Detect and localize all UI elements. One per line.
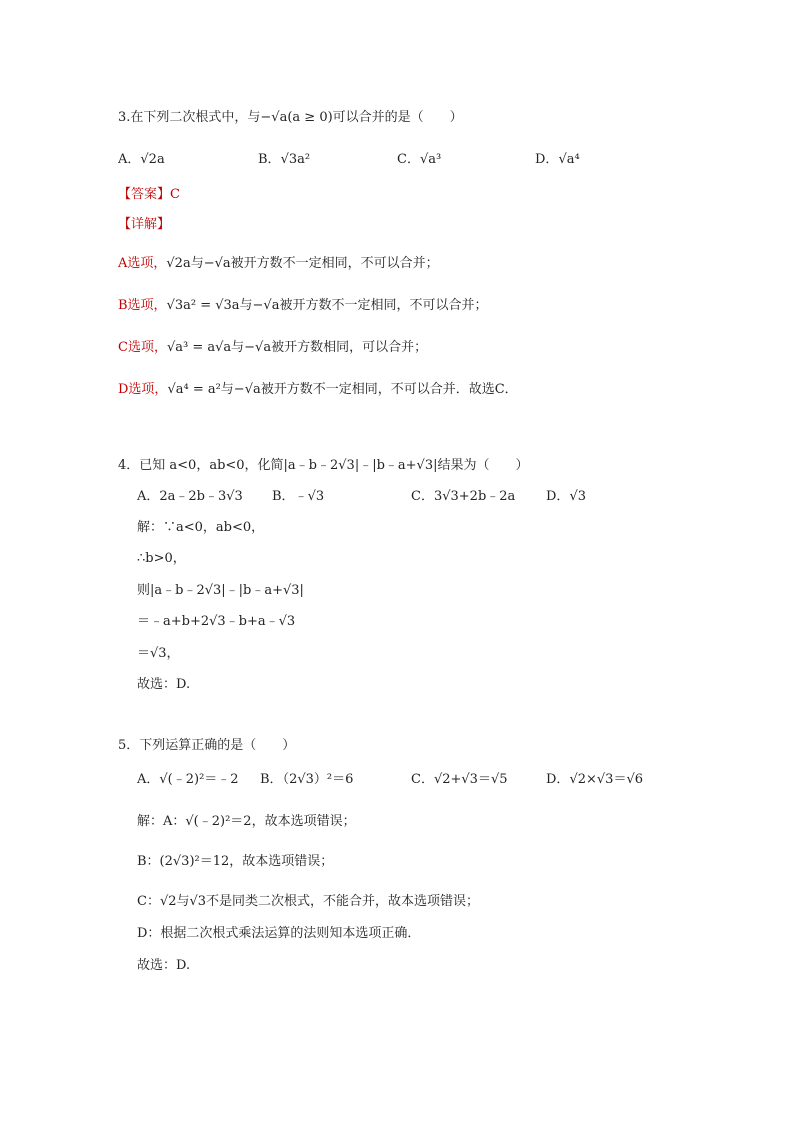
q4-solution-line-6: 故选：D. bbox=[137, 677, 191, 692]
q5-option-b: B．（2√3）²＝6 bbox=[260, 772, 354, 787]
q4-solution-line-4: ＝﹣a+b+2√3﹣b+a﹣√3 bbox=[137, 614, 296, 629]
q3-stem-expr: −√a(a ≥ 0) bbox=[260, 110, 333, 125]
q3-option-b: B．√3a² bbox=[258, 152, 311, 167]
q3-detail-c: C选项，√a³ = a√a与−√a被开方数相同，可以合并； bbox=[118, 340, 428, 355]
q3-answer bbox=[118, 185, 180, 205]
q5-solution-line-4: D：根据二次根式乘法运算的法则知本选项正确． bbox=[137, 926, 421, 941]
q3-option-c: C．√a³ bbox=[397, 152, 442, 167]
q4-solution-line-3: 则|a﹣b﹣2√3|﹣|b﹣a+√3| bbox=[137, 583, 304, 598]
q3-option-a: A．√2a bbox=[118, 152, 165, 167]
q5-solution-line-5: 故选：D. bbox=[137, 958, 191, 973]
q4-stem: 4．已知 a<0，ab<0，化简|a﹣b﹣2√3|﹣|b﹣a+√3|结果为（ ） bbox=[118, 458, 529, 473]
q5-solution-line-3: C：√2与√3不是同类二次根式，不能合并，故本选项错误； bbox=[137, 894, 480, 909]
q3-detail-a: A选项，√2a与−√a被开方数不一定相同，不可以合并； bbox=[118, 256, 439, 271]
q5-option-a: A．√(﹣2)²＝﹣2 bbox=[137, 772, 239, 787]
q5-solution-line-1: 解：A：√(﹣2)²＝2，故本选项错误； bbox=[137, 814, 356, 829]
q3-detail-b: B选项，√3a² = √3a与−√a被开方数不一定相同，不可以合并； bbox=[118, 298, 488, 313]
q3-stem: 3.在下列二次根式中，与−√a(a ≥ 0)可以合并的是（ ） bbox=[118, 110, 463, 125]
q4-option-c: C．3√3+2b﹣2a bbox=[411, 489, 516, 504]
q3-detail-label: 【详解】 bbox=[118, 217, 171, 232]
q5-option-c: C．√2+√3＝√5 bbox=[411, 772, 508, 787]
answer-value: C bbox=[170, 187, 180, 202]
q4-option-a: A．2a﹣2b﹣3√3 bbox=[137, 489, 243, 504]
q3-detail-d: D选项，√a⁴ = a²与−√a被开方数不一定相同，不可以合并．故选C． bbox=[118, 382, 518, 397]
q5-option-d: D．√2×√3＝√6 bbox=[546, 772, 643, 787]
q3-option-d: D．√a⁴ bbox=[535, 152, 580, 167]
q4-option-d: D．√3 bbox=[546, 489, 586, 504]
q4-solution-line-1: 解：∵a<0，ab<0， bbox=[137, 520, 265, 535]
q5-solution-line-2: B：(2√3)²＝12，故本选项错误； bbox=[137, 854, 334, 869]
q4-solution-line-5: ＝√3， bbox=[137, 646, 180, 661]
q5-stem: 5．下列运算正确的是（ ） bbox=[118, 738, 296, 753]
answer-label: 【答案】 bbox=[118, 187, 171, 202]
q4-option-b: B．﹣√3 bbox=[272, 489, 325, 504]
q4-solution-line-2: ∴b>0， bbox=[137, 551, 186, 566]
